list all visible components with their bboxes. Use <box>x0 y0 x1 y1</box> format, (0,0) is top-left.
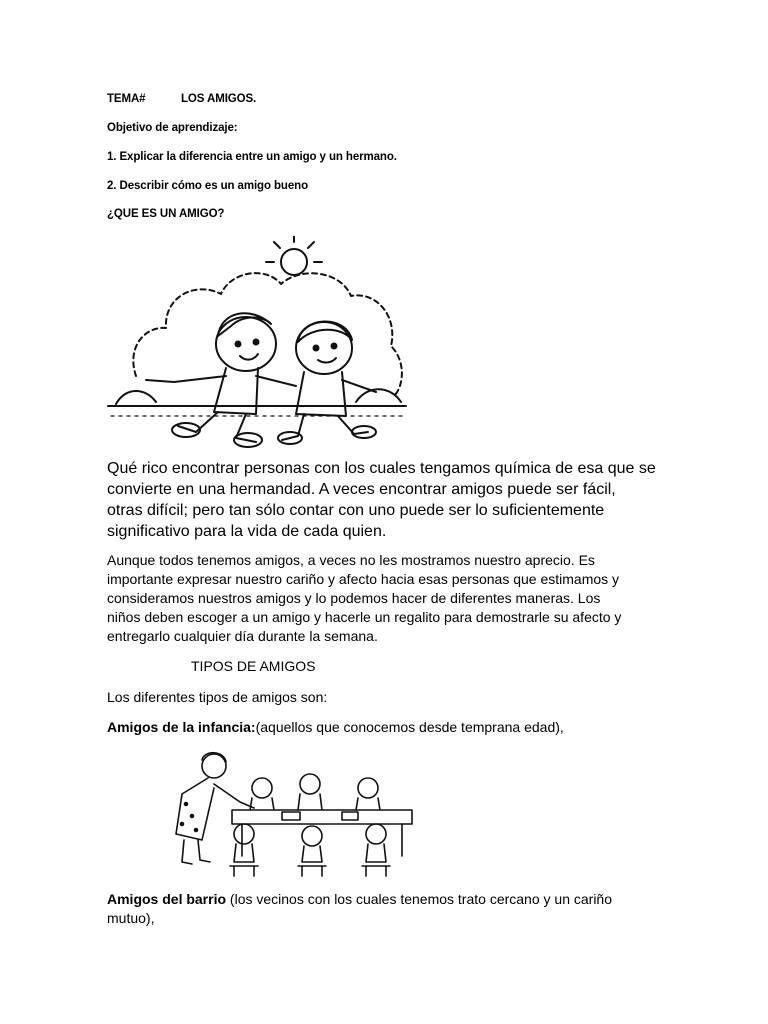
intro-paragraph <box>107 458 656 542</box>
type-infancia-label: Amigos de la infancia: <box>107 719 256 735</box>
objective-item-1: 1. Explicar la diferencia entre un amigo y un hermano. <box>107 151 397 163</box>
intro-line: convierte en una hermandad. A veces encontrar amigos puede ser fácil, <box>107 481 616 498</box>
appreciation-line: Aunque todos tenemos amigos, a veces no les mostramos nuestro aprecio. Es <box>107 552 595 568</box>
type-infancia <box>107 718 564 737</box>
tema-label: TEMA# <box>107 93 146 105</box>
types-intro: Los diferentes tipos de amigos son: <box>107 689 328 705</box>
type-barrio-desc-2: mutuo), <box>107 910 155 926</box>
objectives-heading: Objetivo de aprendizaje: <box>107 122 238 134</box>
appreciation-line: importante expresar nuestro cariño y afecto hacia esas personas que estimamos y <box>107 571 620 587</box>
type-infancia-desc: (aquellos que conocemos desde temprana edad), <box>255 719 564 735</box>
appreciation-line: entregarlo cualquier día durante la semana. <box>107 628 378 644</box>
intro-line: significativo para la vida de cada quien. <box>107 523 387 540</box>
intro-line: Qué rico encontrar personas con los cuales tengamos química de esa que se <box>107 460 656 477</box>
intro-line: otras difícil; pero tan sólo contar con uno puede ser lo suficientemente <box>107 502 605 519</box>
children-walking-illustration <box>106 236 410 448</box>
appreciation-line: niños deben escoger a un amigo y hacerle un regalito para demostrarle su afecto y <box>107 609 622 625</box>
classroom-illustration <box>162 744 420 878</box>
type-barrio-label: Amigos del barrio <box>107 891 227 907</box>
type-barrio-desc-1: (los vecinos con los cuales tenemos trato cercano y un cariño <box>226 891 613 907</box>
objective-item-2: 2. Describir cómo es un amigo bueno <box>107 180 308 192</box>
tema-value: LOS AMIGOS. <box>181 93 257 105</box>
question-heading: ¿QUE ES UN AMIGO? <box>107 208 225 220</box>
appreciation-line: consideramos nuestros amigos y lo podemos hacer de diferentes maneras. Los <box>107 590 601 606</box>
appreciation-paragraph <box>107 551 621 646</box>
type-barrio <box>107 890 612 928</box>
section-title: TIPOS DE AMIGOS <box>191 658 316 674</box>
